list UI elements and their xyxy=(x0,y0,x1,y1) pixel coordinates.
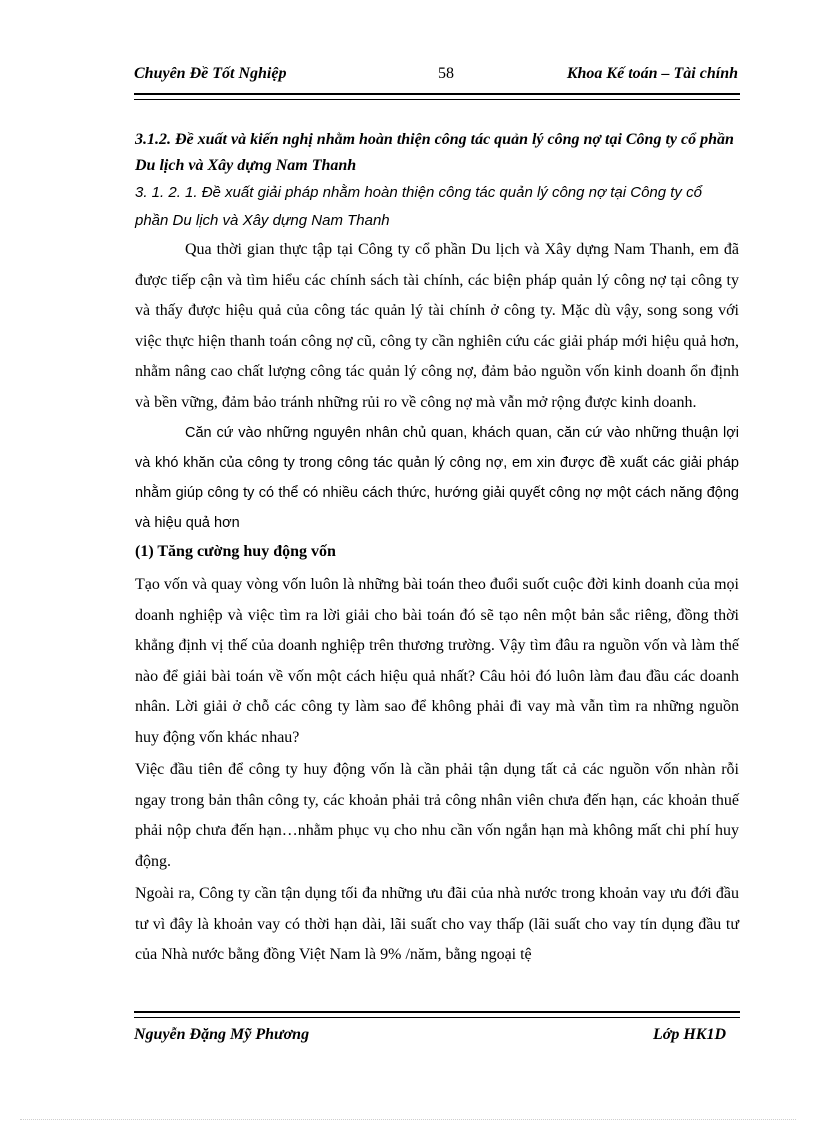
footer-author: Nguyễn Đặng Mỹ Phương xyxy=(134,1026,310,1043)
paragraph-basis: Căn cứ vào những nguyên nhân chủ quan, khách quan, căn cứ vào những thuận lợi và khó khăn của công ty trong công tác quản lý công nợ, em xin được đề xuất các giải pháp nhằm giúp công ty có thể có nhiều cách thức, hướng giải quyết công nợ một cách năng động và hiệu quả hơn xyxy=(135,425,739,531)
paragraph-idle-capital: Việc đầu tiên để công ty huy động vốn là cần phải tận dụng tất cả các nguồn vốn nhàn rỗi ngay trong bản thân công ty, các khoản phải trả công nhân viên chưa đến hạn, các khoản thuế phải nộp chưa đến hạn…nhằm phục vụ cho nhu cần vốn ngắn hạn mà không mất chi phí huy động. xyxy=(135,761,739,870)
paragraph-state-incentives: Ngoài ra, Công ty cần tận dụng tối đa những ưu đãi của nhà nước trong khoản vay ưu đới đầu tư vì đây là khoản vay có thời hạn dài, lãi suất cho vay thấp (lãi suất cho vay tín dụng đầu tư của Nhà nước bằng đồng Việt Nam là 9% /năm, bằng ngoại tệ xyxy=(135,885,739,963)
footer-divider xyxy=(134,1011,740,1018)
page-number: 58 xyxy=(438,65,454,82)
paragraph-capital-problem: Tạo vốn và quay vòng vốn luôn là những bài toán theo đuổi suốt cuộc đời kinh doanh của mọi doanh nghiệp và việc tìm ra lời giải cho bài toán đó sẽ tạo nên một bản sắc riêng, đồng thời khẳng định vị thế của doanh nghiệp trên thương trường. Vậy tìm đâu ra nguồn vốn và làm thế nào để giải bài toán về vốn một cách hiệu quả nhất? Câu hỏi đó luôn làm đau đầu các doanh nhân. Lời giải ở chỗ các công ty làm sao để không phải đi vay mà vẫn tìm ra những nguồn huy động vốn khác nhau? xyxy=(135,576,739,746)
section-title: 3.1.2. Đề xuất và kiến nghị nhằm hoàn thiện công tác quản lý công nợ tại Công ty cổ phần Du lịch và Xây dựng Nam Thanh xyxy=(135,131,734,174)
subsection-title: 3. 1. 2. 1. Đề xuất giải pháp nhằm hoàn thiện công tác quản lý công nợ tại Công ty cổ phần Du lịch và Xây dựng Nam Thanh xyxy=(135,184,702,229)
page-edge-marker xyxy=(20,1119,796,1120)
header-divider xyxy=(134,93,740,100)
header-faculty: Khoa Kế toán – Tài chính xyxy=(566,65,738,82)
header-thesis-title: Chuyên Đề Tốt Nghiệp xyxy=(134,65,287,82)
footer-class: Lớp HK1D xyxy=(652,1026,726,1043)
paragraph-intro: Qua thời gian thực tập tại Công ty cổ phần Du lịch và Xây dựng Nam Thanh, em đã được tiếp cận và tìm hiểu các chính sách tài chính, các biện pháp quản lý công nợ tại công ty và thấy được hiệu quả của công tác quản lý tài chính ở công ty. Mặc dù vậy, song song với việc thực hiện thanh toán công nợ cũ, công ty cần nghiên cứu các giải pháp mới hiệu quả hơn, nhằm nâng cao chất lượng công tác quản lý công nợ, đảm bảo nguồn vốn kinh doanh ổn định và bền vững, đảm bảo tránh những rủi ro về công nợ mà vẫn mở rộng được kinh doanh. xyxy=(135,241,739,411)
page-body xyxy=(135,127,739,971)
item-heading-capital: (1) Tăng cường huy động vốn xyxy=(135,543,336,560)
page-header xyxy=(134,62,738,88)
